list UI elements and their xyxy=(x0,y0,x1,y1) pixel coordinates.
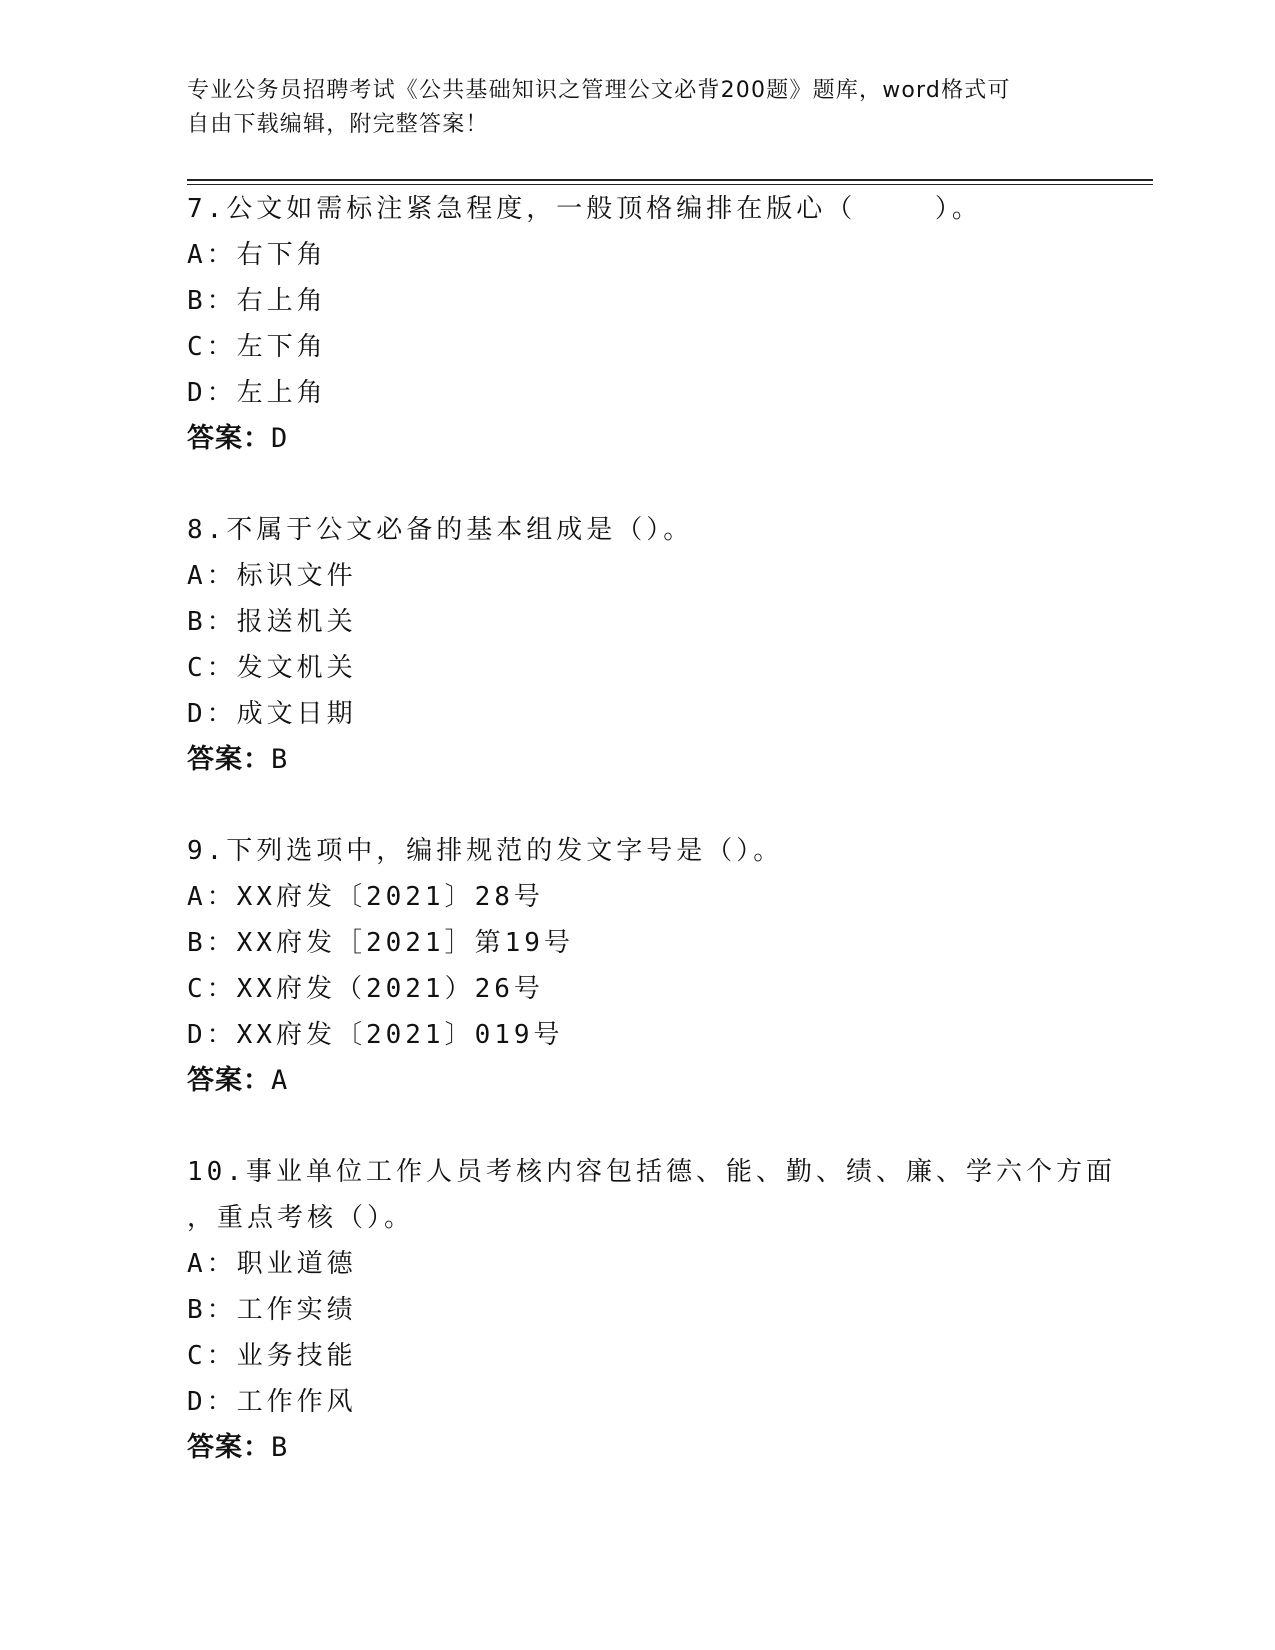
option-a: A：右下角 xyxy=(187,240,327,270)
option-c: C：左下角 xyxy=(187,332,327,362)
option-b: B：报送机关 xyxy=(187,607,357,637)
question-10 xyxy=(187,1149,1116,1471)
question-stem-continued: ，重点考核（）。 xyxy=(187,1203,415,1233)
option-b: B：工作实绩 xyxy=(187,1295,357,1325)
answer-line xyxy=(187,1058,1087,1104)
answer-value: D xyxy=(271,423,289,454)
answer-line xyxy=(187,416,1087,462)
answer-line xyxy=(187,737,1087,783)
option-c: C：业务技能 xyxy=(187,1341,357,1371)
option-d: D：左上角 xyxy=(187,378,327,408)
header-divider-thin xyxy=(187,184,1153,185)
answer-label: 答案： xyxy=(187,423,271,454)
header-divider-thick xyxy=(187,179,1153,181)
answer-label: 答案： xyxy=(187,1432,271,1463)
answer-line xyxy=(187,1425,1087,1471)
option-d: D：成文日期 xyxy=(187,699,357,729)
document-header xyxy=(187,74,1067,142)
option-a: A：XX府发〔2021〕28号 xyxy=(187,882,544,912)
question-stem: 7.公文如需标注紧急程度，一般顶格编排在版心（ ）。 xyxy=(187,194,982,224)
question-stem: 9.下列选项中，编排规范的发文字号是（）。 xyxy=(187,836,784,866)
option-d: D：工作作风 xyxy=(187,1387,357,1417)
question-stem: 8.不属于公文必备的基本组成是（）。 xyxy=(187,515,694,545)
question-8 xyxy=(187,507,1087,783)
question-9 xyxy=(187,828,1087,1104)
header-line-2: 自由下载编辑，附完整答案！ xyxy=(187,112,489,137)
option-a: A：标识文件 xyxy=(187,561,357,591)
header-line-1: 专业公务员招聘考试《公共基础知识之管理公文必背200题》题库，word格式可 xyxy=(187,78,1011,103)
option-c: C：发文机关 xyxy=(187,653,357,683)
option-d: D：XX府发〔2021〕019号 xyxy=(187,1020,564,1050)
option-b: B：XX府发［2021］第19号 xyxy=(187,928,574,958)
answer-value: B xyxy=(271,1432,289,1463)
answer-label: 答案： xyxy=(187,744,271,775)
option-c: C：XX府发（2021）26号 xyxy=(187,974,544,1004)
answer-label: 答案： xyxy=(187,1065,271,1096)
answer-value: B xyxy=(271,744,289,775)
answer-value: A xyxy=(271,1065,289,1096)
question-stem: 10.事业单位工作人员考核内容包括德、能、勤、绩、廉、学六个方面 xyxy=(187,1157,1116,1187)
option-b: B：右上角 xyxy=(187,286,327,316)
option-a: A：职业道德 xyxy=(187,1249,357,1279)
question-7 xyxy=(187,186,1087,462)
